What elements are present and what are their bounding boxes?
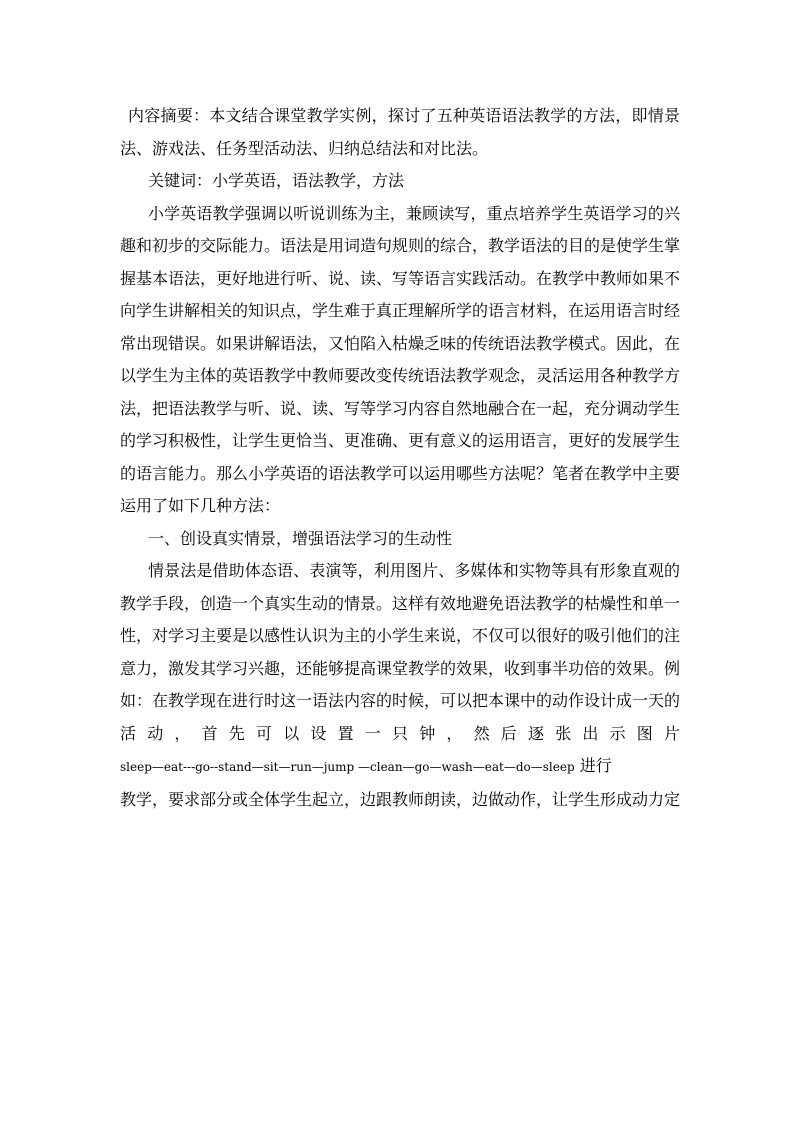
section1-sequence-line xyxy=(120,750,680,784)
document-page xyxy=(120,100,680,816)
abstract-text: 本文结合课堂教学实例，探讨了五种英语语法教学的方法，即情景法、游戏法、任务型活动法、归纳总结法和对比法。 xyxy=(120,106,680,158)
action-sequence: sleep—eat---go--stand—sit—run—jump —clean—go—wash—eat—do—sleep xyxy=(120,760,575,774)
abstract-label: 内容摘要： xyxy=(128,106,210,125)
keywords-text: 小学英语，语法教学，方法 xyxy=(212,171,405,190)
section1-spread-line: 活动，首先可以设置一只钟，然后逐张出示图片 xyxy=(120,723,680,743)
keywords-label: 关键词： xyxy=(148,171,213,190)
abstract-paragraph xyxy=(120,100,680,165)
section1-paragraph-part1: 情景法是借助体态语、表演等，利用图片、多媒体和实物等具有形象直观的教学手段，创造一个真实生动的情景。这样有效地避免语法教学的枯燥性和单一性，对学习主要是以感性认识为主的小学生来说，不仅可以很好的吸引他们的注意力，激发其学习兴趣，还能够提高课堂教学的效果，收到事半功倍的效果。例如：在教学现在进行时这一语法内容的时候，可以把本课中的动作设计成一天的 xyxy=(120,561,681,710)
intro-paragraph: 小学英语教学强调以听说训练为主，兼顾读写，重点培养学生英语学习的兴趣和初步的交际能力。语法是用词造句规则的综合，教学语法的目的是使学生掌握基本语法，更好地进行听、说、读、写等语言实践活动。在教学中教师如果不向学生讲解相关的知识点，学生难于真正理解所学的语言材料，在运用语言时经常出现错误。如果讲解语法，又怕陷入枯燥乏味的传统语法教学模式。因此，在以学生为主体的英语教学中教师要改变传统语法教学观念，灵活运用各种教学方法，把语法教学与听、说、读、写等学习内容自然地融合在一起，充分调动学生的学习积极性，让学生更恰当、更准确、更有意义的运用语言，更好的发展学生的语言能力。那么小学英语的语法教学可以运用哪些方法呢？笔者在教学中主要运用了如下几种方法： xyxy=(120,203,681,515)
section1-paragraph-part2: 教学，要求部分或全体学生起立，边跟教师朗读，边做动作，让学生形成动力定 xyxy=(120,789,681,809)
keywords-paragraph xyxy=(120,165,680,198)
section-heading: 一、创设真实情景，增强语法学习的生动性 xyxy=(148,528,453,548)
sequence-tail: 进行 xyxy=(574,756,612,775)
